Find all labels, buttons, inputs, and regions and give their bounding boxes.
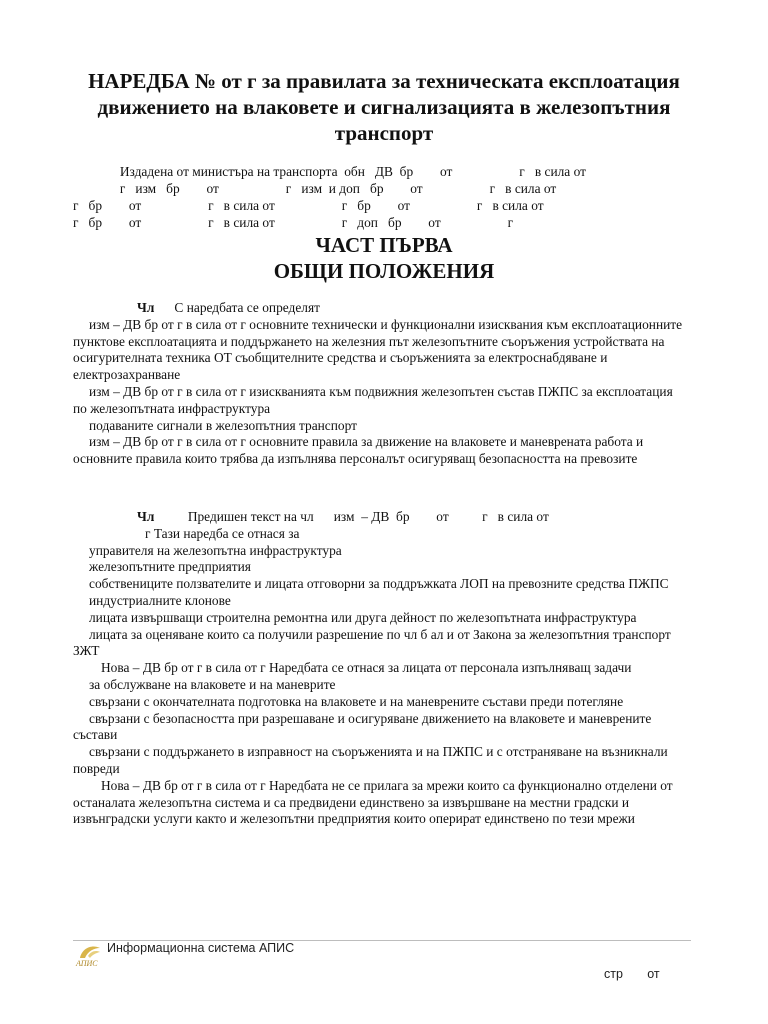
article-2-paragraph-2: Нова – ДВ бр от г в сила от г Наредбата се отнася за лицата от персонала изпълняващ задачи: [101, 660, 632, 676]
issued-line-1: Издадена от министъра на транспорта обн ДВ бр от г в сила от: [73, 164, 586, 179]
article-2-para2-item: свързани с поддържането в изправност на съоръженията и на ПЖПС и с отстраняване на възникнали повреди: [73, 744, 668, 776]
article-2: [73, 509, 683, 828]
document-title: НАРЕДБА № от г за правилата за техническата експлоатация движението на влаковете и сигнализацията в железопътния транспорт: [88, 69, 680, 145]
article-2-item: управителя на железопътна инфраструктура: [89, 542, 342, 558]
article-1-item: изм – ДВ бр от г в сила от г основните технически и функционални изисквания към експлоатационните пунктове експлоатацията и поддържането на железния път железопътните съоръжения устройствата на осигурителната техника ОТ съобщителните средства и съоръженията за електроснабдяване и електрозахранване: [73, 316, 683, 383]
issued-line-2: г изм бр от г изм и доп бр от г в сила от: [73, 181, 557, 196]
article-1: [73, 300, 683, 468]
article-2-para2-item: за обслужване на влаковете и на маневрите: [89, 676, 336, 692]
article-1-item: изм – ДВ бр от г в сила от г изискванията към подвижния железопътен състав ПЖПС за експлоатация по железопътната инфраструктура: [73, 383, 673, 416]
article-2-item: индустриалните клонове: [89, 592, 231, 608]
article-2-item: лицата за оценяване които са получили разрешение по чл б ал и от Закона за железопътния транспорт ЗЖТ: [73, 626, 671, 659]
article-2-item: лицата извършващи строителна ремонтна или друга дейност по железопътната инфраструктура: [89, 609, 637, 625]
apis-logo-icon: [74, 942, 104, 968]
article-2-para2-item: свързани с безопасността при разрешаване и осигуряване движението на влаковете и маневрените състави: [73, 710, 652, 743]
part-title: ЧАСТ ПЪРВА: [315, 233, 453, 257]
svg-text:АПИС: АПИС: [76, 959, 98, 968]
article-2-para2-item: свързани с окончателната подготовка на влаковете и на маневрените състави преди потегляне: [89, 693, 624, 709]
article-2-item: железопътните предприятия: [89, 559, 251, 575]
part-subtitle: ОБЩИ ПОЛОЖЕНИЯ: [273, 259, 495, 283]
article-2-item: собствениците ползвателите и лицата отговорни за поддръжката ЛОП на превозните средства ПЖПС: [89, 576, 669, 592]
article-1-item: подаваните сигнали в железопътния транспорт: [89, 417, 357, 433]
article-1-item: изм – ДВ бр от г в сила от г основните правила за движение на влаковете и маневрената работа и основните правила които трябва да изпълнява персоналът осигуряващ безопасността на превозите: [73, 434, 644, 467]
article-2-heading-cont: г Тази наредба се отнася за: [145, 525, 300, 541]
footer-system-name: Информационна система АПИС: [107, 941, 295, 955]
article-label: Чл: [137, 509, 155, 524]
article-1-intro: С наредбата се определят: [154, 300, 320, 315]
issued-line-3: г бр от г в сила от г бр от г в сила от: [73, 198, 544, 213]
article-label: Чл: [137, 300, 155, 315]
article-1-heading: [73, 300, 683, 317]
article-2-paragraph-3: Нова – ДВ бр от г в сила от г Наредбата не се прилага за мрежи които са функционално отделени от останалата железопътна система и са предвидени единствено за извършване на местни градски и извънградски услуги както и железопътни предприятия които оперират единствено по тези мрежи: [73, 777, 673, 827]
article-2-intro: Предишен текст на чл изм – ДВ бр от г в сила от: [154, 509, 549, 524]
issued-line-4: г бр от г в сила от г доп бр от г: [73, 215, 514, 230]
page-number: стр от: [604, 967, 660, 981]
article-2-heading: [73, 509, 683, 526]
